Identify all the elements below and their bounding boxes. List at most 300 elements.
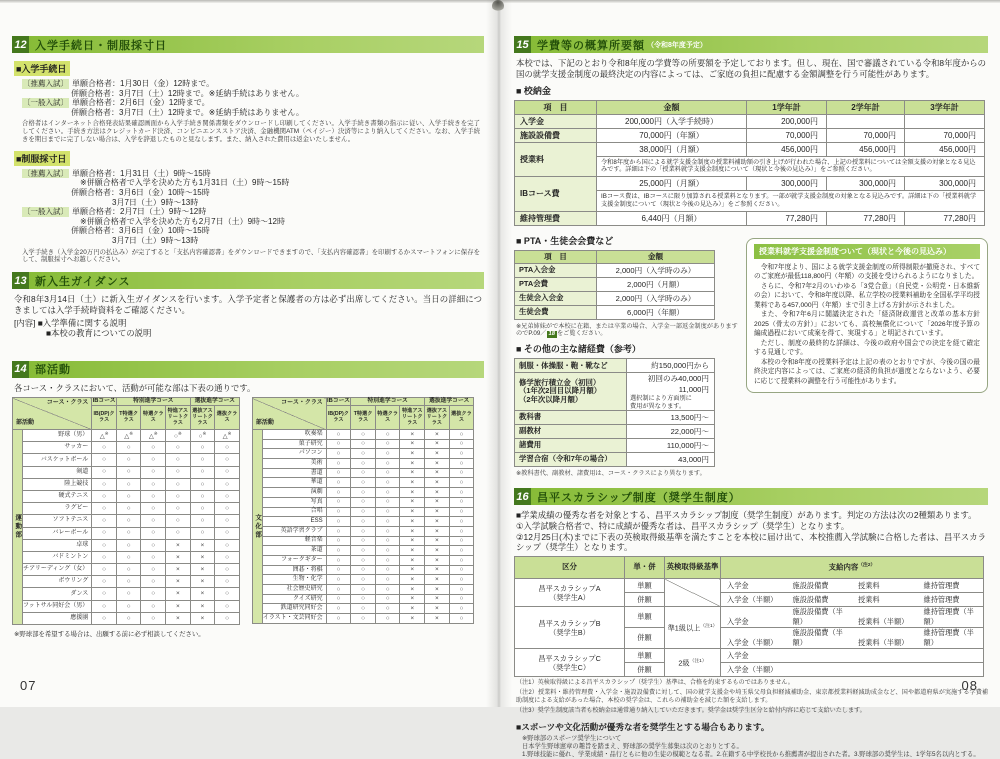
misc-value-cell	[627, 373, 715, 411]
page-number: 08	[961, 678, 978, 693]
benefit-item: 入学金	[727, 650, 749, 660]
eiken-requirement-cell: 2級$^{(注1)}$	[665, 649, 721, 677]
club-mark-cell: ×	[400, 546, 425, 556]
club-mark-cell: ○	[351, 536, 376, 546]
scholarship-item-1: ①入学試験合格者で、特に成績が優秀な者は、昌平スカラシップ（奨学生）となります。	[516, 520, 850, 531]
fees-year-total-cell: 456,000円	[827, 142, 905, 156]
club-category-strip: 文化部	[252, 430, 262, 624]
pta-item-cell: 生徒会入会金	[515, 291, 597, 305]
page-spine-shadow	[486, 0, 512, 707]
schedule-line: 3月7日（土）9時～13時	[112, 197, 199, 207]
class-header: 選抜クラス	[449, 406, 474, 430]
club-mark-cell: ○	[92, 539, 117, 551]
club-mark-cell: ○	[116, 551, 141, 563]
club-name-cell: ESS	[262, 517, 326, 527]
club-mark-cell: ×	[425, 439, 450, 449]
fees-year-total-cell: 456,000円	[747, 142, 827, 156]
benefit-item: 施設設備費（半額）	[792, 628, 843, 648]
club-mark-cell: ×	[425, 449, 450, 459]
misc-value-line: 110,000円～	[666, 441, 709, 451]
exam-type-tag: 〔推薦入試〕	[23, 168, 68, 178]
class-header: IB(DP)クラス	[92, 406, 117, 430]
club-name-cell: クイズ研究	[262, 594, 326, 604]
class-header: 特選クラス	[375, 406, 400, 430]
club-mark-cell: ○	[116, 454, 141, 466]
club-mark-cell: ○	[375, 546, 400, 556]
club-mark-cell: ○	[351, 594, 376, 604]
club-mark-cell: ×	[166, 551, 191, 563]
club-row	[252, 546, 473, 556]
club-mark-cell: ○	[215, 515, 240, 527]
fees-row	[515, 128, 985, 142]
infobox-paragraph: さらに、令和7年2月のいわゆる「3党合意」（自民党・公明党・日本維新の会）において、令和8年度以降、私立学校の授業料補助を全国私学平均授業料である457,000円（年額）まで引き上げる方針が示されました。	[754, 282, 980, 309]
guidance-content-line	[14, 318, 484, 329]
class-header: 選抜クラス	[215, 406, 240, 430]
club-mark-cell: ×	[400, 517, 425, 527]
exam-type-tag: 〔一般入試〕	[23, 98, 68, 108]
culture-club-table	[252, 397, 474, 623]
class-header: IB(DP)クラス	[326, 406, 351, 430]
club-mark-cell: ○	[326, 459, 351, 469]
club-name-cell: 写真	[262, 497, 326, 507]
course-class-corner-cell	[13, 398, 92, 430]
club-mark-cell: ○	[141, 600, 166, 612]
pta-item-cell: PTA会費	[515, 277, 597, 291]
fees-year-total-cell: 300,000円	[905, 177, 985, 191]
pta-value-cell: 6,000円（年額）	[597, 305, 715, 319]
misc-note: ※教科書代、副教材、諸費用は、コース・クラスにより異なります。	[516, 470, 706, 478]
club-name-cell: 社会歴史研究	[262, 585, 326, 595]
club-name-cell: 囲碁・将棋	[262, 565, 326, 575]
club-row	[252, 439, 473, 449]
club-row	[252, 497, 473, 507]
club-mark-cell: ○	[166, 478, 191, 490]
club-mark-cell: ○	[141, 478, 166, 490]
club-mark-cell: ○	[326, 594, 351, 604]
procedure-day-label: ■入学手続日	[14, 61, 70, 76]
misc-item-cell: 修学旅行積立金（初回） （1年次2回目以降月額） （2年次以降月額）	[515, 373, 627, 411]
club-mark-cell: ○	[141, 539, 166, 551]
course-class-corner-cell	[252, 398, 326, 430]
schedule-line: 3月7日（土）9時～13時	[112, 235, 199, 245]
club-mark-cell: ×	[400, 555, 425, 565]
club-mark-cell: ○	[326, 536, 351, 546]
club-mark-cell: ○	[449, 507, 474, 517]
fees-amount-cell: 70,000円（年額）	[597, 128, 747, 142]
misc-row	[515, 411, 715, 425]
club-mark-cell: ×	[400, 575, 425, 585]
fees-header-cell: 1学年計	[747, 100, 827, 114]
fees-header-cell: 金額	[597, 100, 747, 114]
club-mark-cell: ○	[449, 536, 474, 546]
club-mark-cell: ○	[215, 466, 240, 478]
benefit-item: 授業料（半額）	[858, 617, 909, 627]
misc-row	[515, 425, 715, 439]
club-row	[13, 588, 240, 600]
club-tables	[12, 397, 484, 638]
fees-note-cell: IBコース費は、IBコースに限り加算される授業料となります。一部が就学支援金制度の対象となる見込みです。詳細は下の「授業料就学支援金制度について（現状と今後の見込み）」をご参照ください。	[597, 191, 985, 212]
club-mark-cell: ○	[166, 527, 191, 539]
club-mark-cell: ○	[375, 478, 400, 488]
corner-label-club: 部活動	[16, 420, 35, 427]
club-mark-cell: ○	[215, 564, 240, 576]
club-mark-cell: ○	[375, 430, 400, 440]
club-mark-cell: ○	[375, 517, 400, 527]
pta-row	[515, 277, 715, 291]
content-item-2: ■本校の教育についての説明	[46, 328, 152, 339]
benefit-item: 入学金（半額）	[727, 638, 778, 648]
club-mark-cell: ○※	[190, 430, 215, 442]
fees-header-row	[515, 100, 985, 114]
club-mark-cell: ○	[92, 564, 117, 576]
pta-label: ■ PTA・生徒会会費など	[516, 235, 614, 246]
fees-year-total-cell: 70,000円	[827, 128, 905, 142]
misc-value-line: 22,000円～	[670, 427, 709, 437]
infobox-title: 授業料就学支援金制度ついて（現状と今後の見込み）	[754, 244, 980, 259]
fees-amount-cell: 38,000円（月額）	[597, 142, 747, 156]
club-mark-cell: ○	[166, 454, 191, 466]
note-ref-mark: ※	[202, 430, 207, 436]
club-mark-cell: ×	[425, 614, 450, 624]
fees-header-cell: 3学年計	[905, 100, 985, 114]
club-mark-cell: ○	[449, 468, 474, 478]
club-row	[252, 478, 473, 488]
scholarship-name-cell: 昌平スカラシップA （奨学生A）	[515, 579, 625, 607]
club-mark-cell: ○	[326, 565, 351, 575]
club-name-cell: 陸上競技	[23, 478, 92, 490]
fees-year-total-cell: 70,000円	[905, 128, 985, 142]
class-header: 特進アスリートクラス	[400, 406, 425, 430]
schedule-line: 併願合格者：3月6日（金）10時～15時	[71, 226, 210, 236]
pta-note-text: をご覧ください。	[556, 330, 607, 338]
club-mark-cell: ×	[425, 478, 450, 488]
club-mark-cell: ×	[166, 612, 191, 624]
konokin-label: ■ 校納金	[516, 85, 551, 96]
club-row	[252, 565, 473, 575]
club-mark-cell: ×	[400, 488, 425, 498]
pta-row	[515, 263, 715, 277]
benefit-item: 入学金	[727, 617, 749, 627]
club-mark-cell: ○	[141, 454, 166, 466]
school-fees-table	[514, 100, 985, 226]
misc-item-cell: 副教材	[515, 425, 627, 439]
uniform-fitting-label: ■制服採寸日	[14, 151, 70, 166]
sports-scholarship-heading: ■スポーツや文化活動が優秀な者を奨学生とする場合もあります。	[516, 721, 770, 732]
misc-value-line: 約150,000円から	[651, 361, 709, 371]
course-group-header: 特別進学コース	[351, 398, 425, 406]
misc-item-cell: 諸費用	[515, 439, 627, 453]
club-row	[252, 575, 473, 585]
club-mark-cell: ○	[92, 466, 117, 478]
club-mark-cell: ○	[449, 459, 474, 469]
schedule-line: 〔推薦入試〕 単願合格者：1月30日（金）12時まで。	[23, 79, 215, 88]
misc-row	[515, 373, 715, 411]
application-type-cell: 併願	[625, 628, 665, 649]
club-row	[13, 430, 240, 442]
club-mark-cell: ○	[449, 594, 474, 604]
club-mark-cell: ○	[116, 539, 141, 551]
misc-value-line: 11,000円	[678, 385, 709, 395]
pta-item-cell: PTA入会金	[515, 263, 597, 277]
section-number-badge: 14	[12, 361, 29, 378]
club-mark-cell: ○	[116, 600, 141, 612]
club-mark-cell: ○	[92, 588, 117, 600]
club-name-cell: 應援團	[23, 612, 92, 624]
club-row	[252, 507, 473, 517]
class-header: 特選クラス	[141, 406, 166, 430]
club-mark-cell: ×	[425, 430, 450, 440]
schedule-line: 〔一般入試〕 単願合格者：2月7日（土）9時～12時	[23, 207, 207, 217]
fees-year-total-cell	[905, 114, 985, 128]
infobox-paragraph: 令和7年度より、国による就学支援金制度の所得制限が撤廃され、すべてのご家庭が最低118,800円（年額）の支援を受けられるようになりました。	[754, 263, 980, 281]
schedule-line: 〔推薦入試〕 単願合格者：1月31日（土）9時～15時	[23, 168, 211, 178]
club-mark-cell: ○	[351, 468, 376, 478]
baseball-note: ※野球部を希望する場合は、出願する前に必ず相談してください。	[14, 631, 205, 639]
club-mark-cell: ○	[449, 517, 474, 527]
club-row	[13, 466, 240, 478]
club-mark-cell: ○	[375, 575, 400, 585]
fees-item-cell: 入学金	[515, 114, 597, 128]
note-ref-mark: ※	[153, 430, 158, 436]
pta-value-cell: 2,000円（入学時のみ）	[597, 263, 715, 277]
club-mark-cell: ○	[375, 614, 400, 624]
scholarship-table	[514, 556, 984, 677]
note-ref: （注1）	[689, 658, 707, 664]
club-mark-cell: ×	[190, 539, 215, 551]
club-mark-cell: ×	[425, 594, 450, 604]
club-name-cell: 華道	[262, 478, 326, 488]
club-mark-cell: ○	[166, 466, 191, 478]
club-mark-cell: ×	[425, 585, 450, 595]
club-mark-cell: ×	[400, 594, 425, 604]
pta-row	[515, 291, 715, 305]
guidance-body: 令和8年3月14日（土）に新入生ガイダンスを行います。入学予定者と保護者の方は必ず出席してください。当日の詳細につきましては入学手続時資料をご確認ください。	[14, 294, 482, 315]
schedule-line: 併願合格者：3月7日（土）12時まで。※延納手続はありません。	[71, 107, 304, 117]
misc-value-line: 費用が異なります。	[630, 402, 686, 410]
fees-year-total-cell: 70,000円	[747, 128, 827, 142]
course-group-header: 特別進学コース	[116, 398, 190, 406]
club-mark-cell: ○	[92, 551, 117, 563]
page-08	[514, 0, 988, 759]
benefit-items-cell	[721, 579, 984, 593]
page-number: 07	[20, 678, 37, 693]
scholarship-row	[515, 579, 984, 593]
benefit-items-cell	[721, 663, 984, 677]
club-name-cell: サッカー	[23, 442, 92, 454]
club-row	[13, 539, 240, 551]
fees-row	[515, 211, 985, 225]
pta-header-cell: 金額	[597, 250, 715, 263]
procedure-schedule-lines	[12, 79, 484, 117]
benefit-item: 維持管理費	[923, 594, 960, 604]
club-mark-cell: ○	[351, 585, 376, 595]
club-mark-cell: ○※	[166, 430, 191, 442]
club-mark-cell: ○	[116, 576, 141, 588]
club-table-head	[13, 398, 240, 430]
club-mark-cell: ○	[215, 490, 240, 502]
benefit-items-cell	[721, 628, 984, 649]
club-mark-cell: ○	[116, 442, 141, 454]
club-mark-cell: ○	[92, 576, 117, 588]
benefit-item: 維持管理費（半額）	[923, 628, 974, 648]
club-mark-cell: ×	[190, 600, 215, 612]
schedule-line: ※併願合格者で入学を決めた方も1月31日（土）9時～15時	[80, 178, 290, 188]
club-mark-cell: ○	[215, 576, 240, 588]
club-name-cell: 卓球	[23, 539, 92, 551]
procedure-note: 合格者はインターネット合格発表結果確認画面から入学手続き関係書類をダウンロードし印刷してください。入学手続き書類の指示に従い、入学手続きを完了してください。手続き方法はクレジットカード決済、コンビニエンスストア決済、金融機関ATM（ペイジー）決済等により納入してください。なお、入学手続きを期日までに完了しない場合は、入学を辞退したものと見なします。また、納入された費用は返金いたしません。	[22, 120, 480, 143]
schedule-line: 併願合格者：3月7日（土）12時まで。※延納手続はありません。	[71, 88, 304, 98]
club-row	[13, 515, 240, 527]
club-name-cell: 菓子研究	[262, 439, 326, 449]
sports-scholarship-note: 1.野球技能に優れ、学業成績・品行ともに他の生徒の模範となる者。2.在籍する中学校長から推薦書が提出された者。3.野球部の奨学生は、1学年5名以内とする。	[522, 751, 980, 759]
fees-year-total-cell: 300,000円	[827, 177, 905, 191]
club-mark-cell: ○	[351, 449, 376, 459]
club-name-cell: ダンス	[23, 588, 92, 600]
club-mark-cell: ○	[449, 488, 474, 498]
club-mark-cell: ○	[141, 588, 166, 600]
club-name-cell: バレーボール	[23, 527, 92, 539]
club-mark-cell: ○	[215, 478, 240, 490]
club-mark-cell: ○	[326, 439, 351, 449]
club-mark-cell: ○	[116, 588, 141, 600]
note-ref-mark: ※	[227, 430, 232, 436]
misc-row	[515, 359, 715, 373]
section-subtitle: （令和8年度予定）	[647, 41, 707, 49]
scholarship-header-cell: 支給内容$^{(注2)}$	[721, 557, 984, 579]
club-row	[13, 576, 240, 588]
exam-type-tag: 〔一般入試〕	[23, 207, 68, 217]
club-name-cell: 美術	[262, 459, 326, 469]
club-mark-cell: ×	[400, 585, 425, 595]
club-row	[252, 430, 473, 440]
fees-amount-cell: 200,000円（入学手続時）	[597, 114, 747, 128]
infobox-paragraph: また、令和7年6月に閣議決定された「経済財政運営と改革の基本方針2025（骨太の方針）」においても、高校無償化について「2026年度予算の編成過程において成案を得て、実現する」と明記されています。	[754, 311, 980, 338]
note-ref-mark: ※	[129, 430, 134, 436]
club-mark-cell: ×	[166, 600, 191, 612]
club-mark-cell: ○	[375, 555, 400, 565]
club-mark-cell: ○	[190, 527, 215, 539]
club-mark-cell: ○	[375, 449, 400, 459]
club-mark-cell: ×	[400, 536, 425, 546]
infobox-paragraphs	[754, 263, 980, 387]
club-mark-cell: ○	[449, 614, 474, 624]
club-mark-cell: ×	[400, 449, 425, 459]
misc-label: ■ その他の主な諸経費（参考）	[516, 344, 641, 355]
misc-value-line: 13,500円～	[670, 413, 709, 423]
scholarship-header-cell: 単・併	[625, 557, 665, 579]
content-tag: [内容]	[14, 317, 36, 328]
club-mark-cell: ×	[400, 614, 425, 624]
course-group-header: IBコース	[327, 398, 350, 405]
fees-year-total-cell: 77,280円	[827, 211, 905, 225]
club-row	[13, 551, 240, 563]
note-ref: （注2）	[858, 563, 876, 569]
note-ref-mark: ※	[177, 430, 182, 436]
club-mark-cell: ○	[351, 575, 376, 585]
club-name-cell: バドミントン	[23, 551, 92, 563]
section-number-badge: 15	[514, 36, 531, 53]
club-mark-cell: △※	[215, 430, 240, 442]
fees-year-total-cell: 77,280円	[905, 211, 985, 225]
eiken-requirement-cell	[665, 579, 721, 607]
club-mark-cell: △※	[92, 430, 117, 442]
club-mark-cell: ×	[166, 539, 191, 551]
club-table-head	[252, 398, 473, 430]
club-mark-cell: ○	[190, 515, 215, 527]
club-name-cell: ソフトテニス	[23, 515, 92, 527]
club-mark-cell: ○	[449, 497, 474, 507]
club-mark-cell: ○	[375, 507, 400, 517]
benefit-item: 入学金（半額）	[727, 594, 778, 604]
fees-amount-cell: 6,440円（月額）	[597, 211, 747, 225]
club-mark-cell: ×	[400, 526, 425, 536]
pta-note-text: ※兄弟姉妹がで本校に在籍、または卒業の場合、入学金一部返金制度がありますのでP.09／	[516, 322, 738, 338]
misc-expenses-table	[514, 358, 746, 467]
club-mark-cell: ○	[375, 604, 400, 614]
club-mark-cell: ○	[141, 466, 166, 478]
club-row	[252, 555, 473, 565]
club-row	[13, 478, 240, 490]
club-mark-cell: ○	[449, 575, 474, 585]
misc-value-line: 初回のみ40,000円	[647, 374, 709, 384]
pta-header-cell: 項 目	[515, 250, 597, 263]
club-mark-cell: ○	[190, 490, 215, 502]
fees-item-cell: 維持管理費	[515, 211, 597, 225]
club-mark-cell: ○	[351, 555, 376, 565]
fees-year-total-cell: 456,000円	[905, 142, 985, 156]
club-mark-cell: ○	[215, 600, 240, 612]
corner-label-course: コース・クラス	[281, 400, 323, 407]
club-name-cell: 合唱	[262, 507, 326, 517]
club-row	[252, 536, 473, 546]
club-mark-cell: ○	[449, 585, 474, 595]
pta-fee-table	[514, 250, 746, 320]
club-mark-cell: ×	[425, 488, 450, 498]
fees-year-total-cell: 200,000円	[747, 114, 827, 128]
club-mark-cell: ○	[141, 503, 166, 515]
club-mark-cell: ○	[92, 612, 117, 624]
club-mark-cell: ○	[326, 614, 351, 624]
club-mark-cell: ○	[92, 454, 117, 466]
club-mark-cell: ○	[351, 507, 376, 517]
subsidy-column	[746, 230, 988, 483]
misc-item-cell: 学習合宿（令和7年の場合）	[515, 453, 627, 467]
course-group-header: 選抜進学コース	[425, 398, 474, 406]
section-title: 新入生ガイダンス	[35, 275, 131, 288]
fees-item-cell: IBコース費	[515, 177, 597, 212]
misc-item-cell: 制服・体操服・鞄・靴など	[515, 359, 627, 373]
guidance-content-line	[46, 328, 484, 339]
club-mark-cell: ×	[400, 439, 425, 449]
club-table-body	[13, 430, 240, 625]
benefit-items-cell	[721, 649, 984, 663]
club-mark-cell: ○	[326, 449, 351, 459]
club-mark-cell: ×	[425, 604, 450, 614]
club-mark-cell: ○	[375, 536, 400, 546]
fees-row	[515, 177, 985, 191]
section-15-header	[514, 36, 988, 53]
scholarship-footnote: （注1）英検取得級による昌平スカラシップ（奨学生）基準は、合格を約束するものではありません。	[516, 679, 794, 687]
misc-value-line: 選択制により方面別に	[630, 395, 692, 403]
club-mark-cell: ×	[425, 507, 450, 517]
club-mark-cell: ○	[166, 503, 191, 515]
club-mark-cell: ○	[351, 604, 376, 614]
club-mark-cell: ○	[326, 526, 351, 536]
application-type-cell: 併願	[625, 663, 665, 677]
fees-intro: 本校では、下記のとおり令和8年度の学費等の所要額を予定しております。但し、現在、国で審議されている令和8年度からの国の就学支援金制度の最終決定の内容によっては、ご家庭の負担に配慮する金額調整を行う可能性があります。	[516, 58, 986, 79]
scholarship-header-cell: 区分	[515, 557, 625, 579]
fees-item-cell: 授業料	[515, 142, 597, 177]
